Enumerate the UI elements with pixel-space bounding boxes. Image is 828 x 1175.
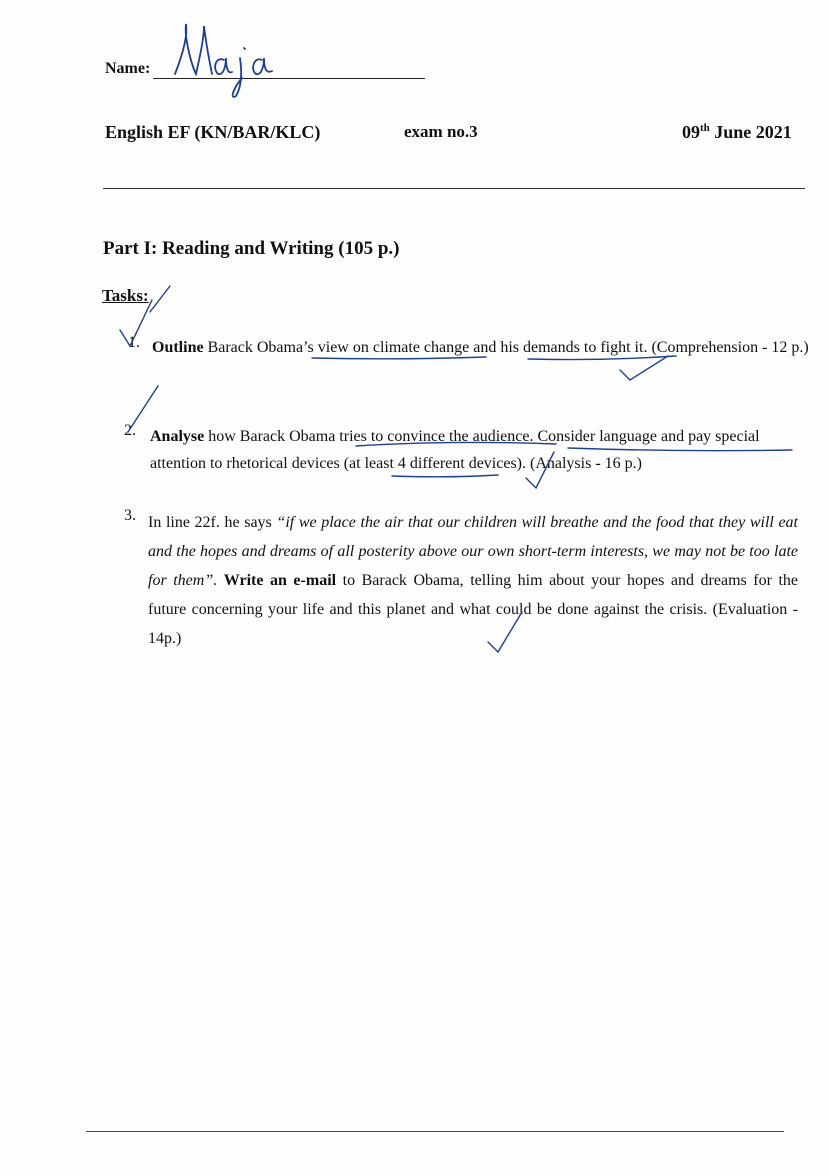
task-2-keyword: Analyse: [150, 428, 205, 445]
name-label: Name:: [105, 60, 151, 77]
task-1-text: Barack Obama’s view on climate change and his demands to fight it. (Comprehension - 12 p.): [203, 339, 809, 356]
task-3-text: to Barack Obama, telling him about your hopes and dreams for the future concerning your life and this planet and what could be done against the crisis. (Evaluation - 14p.): [148, 572, 799, 647]
task-3-keyword: Write an e-mail: [223, 572, 337, 589]
date-day: 09: [682, 122, 700, 142]
task-2: [150, 423, 810, 477]
task-1-number: 1.: [128, 334, 140, 351]
task-3-intro: In line 22f. he says: [148, 514, 277, 531]
task-3-number: 3.: [124, 507, 136, 524]
handwritten-signature: [170, 16, 280, 106]
date-suffix: th: [700, 122, 710, 134]
task-1: [152, 334, 812, 361]
tasks-label: Tasks:: [102, 286, 149, 305]
task-1-keyword: Outline: [152, 339, 204, 356]
exam-number: exam no.3: [404, 122, 478, 141]
task-3-quote: “if we place the air that our children will breathe and the food that they will eat and the hopes and dreams of all posterity above our own short-term interests, we may not be too late for them”.: [148, 514, 798, 589]
footer-divider: [86, 1131, 784, 1132]
date-rest: June 2021: [709, 122, 792, 142]
task-2-text: how Barack Obama tries to convince the audience. Consider language and pay special attention to rhetorical devices (at least 4 different devices). (Analysis - 16 p.): [150, 428, 760, 472]
task-3: [148, 508, 798, 653]
exam-date: [682, 122, 792, 143]
tasks-slash-mark: [150, 286, 170, 312]
course-title: English EF (KN/BAR/KLC): [105, 122, 321, 142]
part-title: Part I: Reading and Writing (105 p.): [103, 238, 400, 259]
task-2-number: 2.: [124, 422, 136, 439]
header-divider: [103, 188, 805, 189]
